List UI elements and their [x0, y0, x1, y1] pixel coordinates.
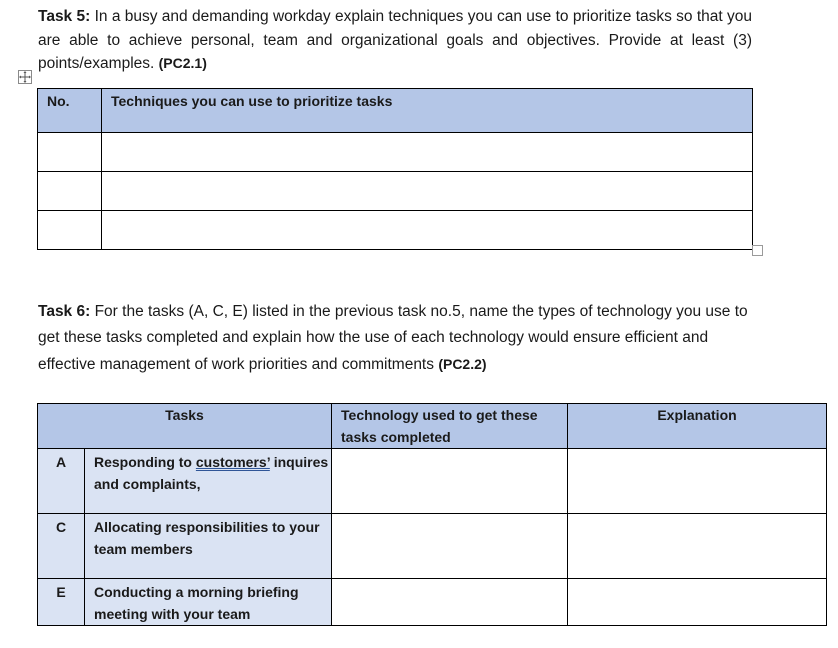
task6-header-row: [38, 404, 827, 449]
cell-no[interactable]: [38, 172, 102, 211]
task5-header-row: [38, 89, 753, 133]
cell-technique[interactable]: [102, 211, 753, 250]
cell-technology[interactable]: [332, 579, 568, 626]
table-row: [38, 514, 827, 579]
task5-code: (PC2.1): [158, 55, 207, 71]
spelling-flagged-word: customers’: [195, 454, 270, 470]
task5-table: [37, 88, 753, 250]
cell-technology[interactable]: [332, 514, 568, 579]
task5-paragraph: [38, 5, 752, 76]
task-text-part: Responding to: [94, 454, 196, 470]
table-row: [38, 172, 753, 211]
cell-explanation[interactable]: [568, 579, 827, 626]
header-tasks: Tasks: [38, 404, 332, 449]
header-explanation: Explanation: [568, 404, 827, 449]
task6-table: [37, 403, 827, 626]
table-row: [38, 449, 827, 514]
cell-no[interactable]: [38, 133, 102, 172]
cell-technique[interactable]: [102, 133, 753, 172]
table-row: [38, 579, 827, 626]
header-techniques: Techniques you can use to prioritize tasks: [102, 89, 753, 133]
task6-paragraph: [38, 299, 758, 378]
cell-technique[interactable]: [102, 172, 753, 211]
cell-technology[interactable]: [332, 449, 568, 514]
table-resize-handle-icon[interactable]: [752, 245, 763, 256]
task-description: [85, 449, 332, 514]
cell-no[interactable]: [38, 211, 102, 250]
task-text-part: inquires and complaints,: [94, 454, 329, 492]
task5-text: In a busy and demanding workday explain techniques you can use to prioritize tasks so that you are able to achieve personal, team and organizational goals and objectives. Provide at least (3) points/examples.: [38, 8, 753, 72]
task6-text: For the tasks (A, C, E) listed in the previous task no.5, name the types of technology you use to get these tasks completed and explain how the use of each technology would ensure efficient and effective management of work priorities and commitments: [38, 303, 748, 373]
task6-code: (PC2.2): [438, 356, 487, 372]
task6-label: Task 6:: [38, 303, 91, 320]
table-move-handle-icon[interactable]: [18, 70, 32, 84]
task-letter: C: [38, 514, 85, 579]
task-letter: E: [38, 579, 85, 626]
cell-explanation[interactable]: [568, 514, 827, 579]
header-no: No.: [38, 89, 102, 133]
task5-label: Task 5:: [38, 8, 91, 25]
task-letter: A: [38, 449, 85, 514]
header-technology: Technology used to get these tasks completed: [332, 404, 568, 449]
task-description: Allocating responsibilities to your team members: [85, 514, 332, 579]
table-row: [38, 133, 753, 172]
task-description: Conducting a morning briefing meeting with your team: [85, 579, 332, 626]
cell-explanation[interactable]: [568, 449, 827, 514]
table-row: [38, 211, 753, 250]
